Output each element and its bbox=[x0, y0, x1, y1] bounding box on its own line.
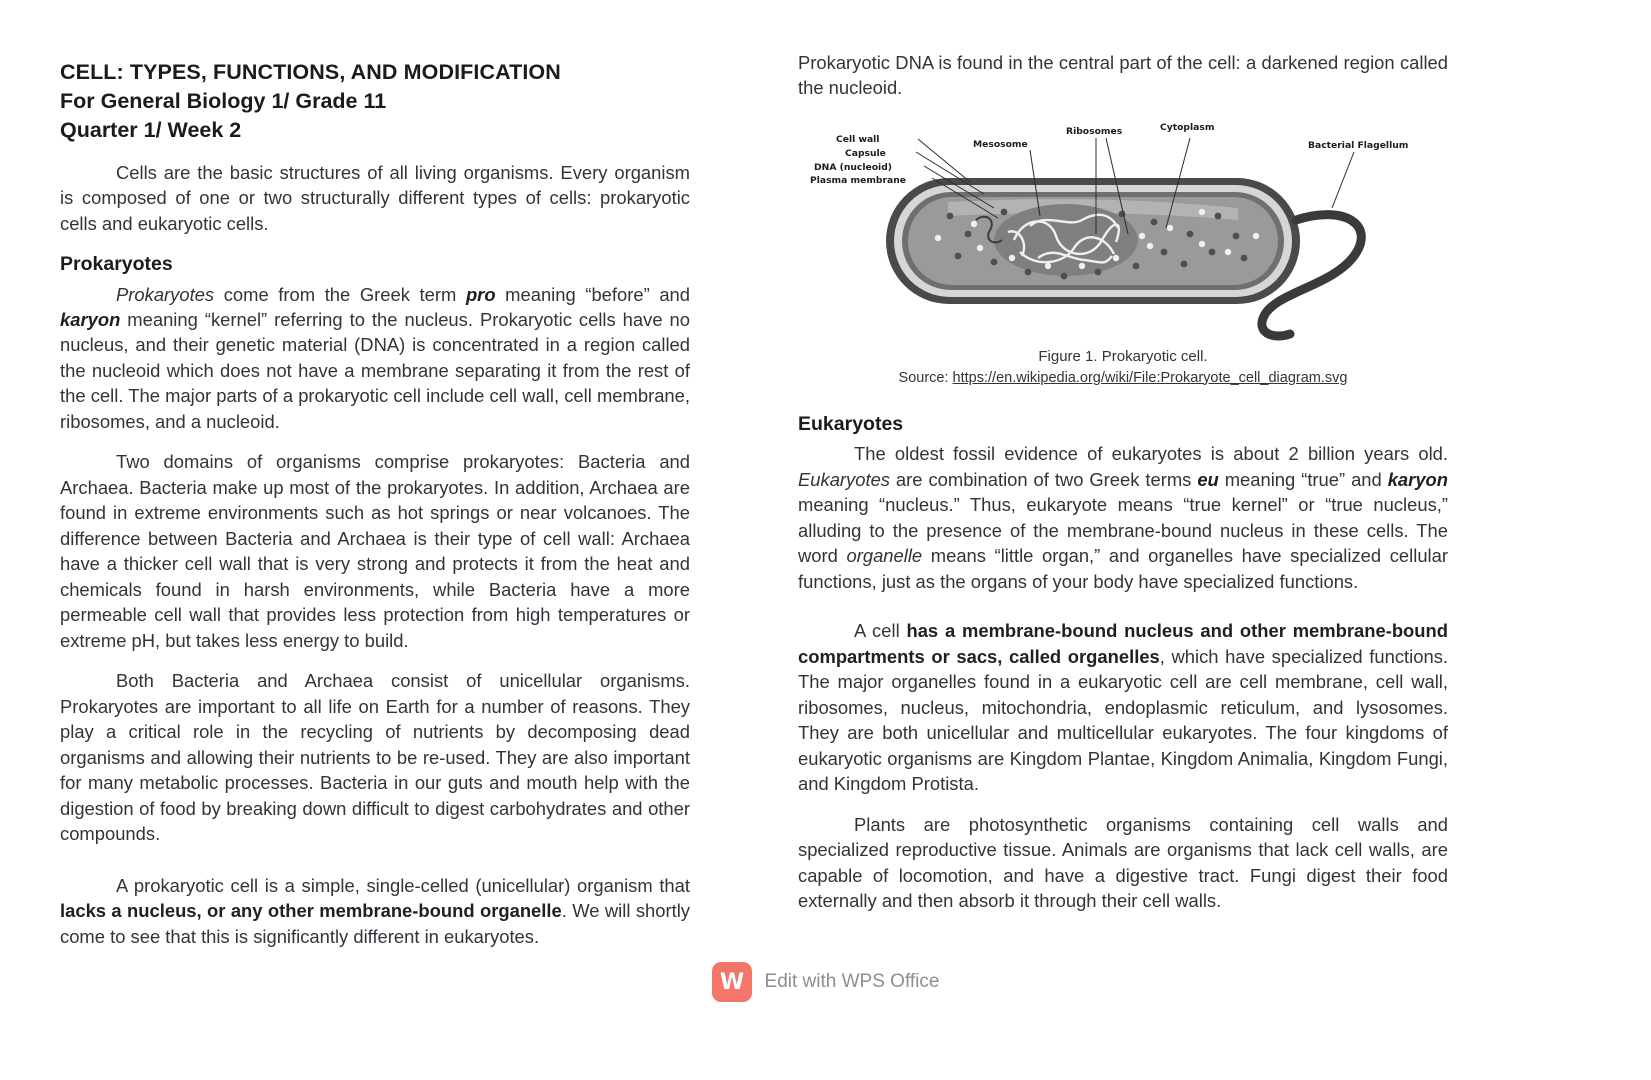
term-eukaryotes: Eukaryotes bbox=[798, 468, 890, 490]
run: meaning “before” and bbox=[495, 283, 690, 305]
wps-footer-label[interactable]: Edit with WPS Office bbox=[764, 971, 940, 992]
run: meaning “kernel” referring to the nucleus. Prokaryotic cells have no nucleus, and their genetic material (DNA) is concentrated in a region called the nucleoid which does not have a membrane separating it from the rest of the cell. The major parts of a prokaryotic cell include cell wall, cell membrane, ribosomes, and a nucleoid. bbox=[60, 308, 690, 432]
term-karyon: karyon bbox=[1387, 468, 1449, 490]
page-title bbox=[60, 58, 690, 146]
label-plasma-membrane: Plasma membrane bbox=[810, 174, 906, 186]
heading-prokaryotes: Prokaryotes bbox=[60, 253, 173, 276]
intro-paragraph: Cells are the basic structures of all living organisms. Every organism is composed of one or two structurally different types of cells: prokaryotic cells and eukaryotic cells. bbox=[60, 161, 690, 234]
label-cell-wall: Cell wall bbox=[836, 133, 880, 145]
eukaryotes-paragraph-1 bbox=[798, 441, 1448, 594]
prokaryotes-paragraph-3: Both Bacteria and Archaea consist of unicellular organisms. Prokaryotes are important to all life on Earth for a number of reasons. They play a critical role in the recycling of nutrients by decomposing dead organisms and allowing their nutrients to be re-used. They are also important for many metabolic processes. Bacteria in our guts and mouth help with the digestion of food by breaking down difficult to digest carbohydrates and other compounds. bbox=[60, 670, 690, 845]
document-title: CELL: TYPES, FUNCTIONS, AND MODIFICATION bbox=[60, 60, 561, 84]
eukaryotes-paragraph-2 bbox=[798, 618, 1448, 796]
left-column bbox=[60, 58, 690, 964]
run: are combination of two Greek terms bbox=[890, 468, 1198, 490]
heading-eukaryotes: Eukaryotes bbox=[798, 413, 904, 436]
term-eu: eu bbox=[1197, 468, 1219, 490]
label-mesosome: Mesosome bbox=[973, 138, 1028, 150]
emphasis-membrane-bound-nucleus: has a membrane-bound nucleus and other membrane-bound compartments or sacs, called organelles bbox=[798, 620, 1448, 667]
wps-logo-icon: W bbox=[712, 962, 752, 1002]
prokaryotic-cell-diagram-icon bbox=[798, 116, 1448, 344]
eukaryotes-paragraph-3: Plants are photosynthetic organisms containing cell walls and specialized reproductive tissue. Animals are organisms that lack cell walls, are capable of locomotion, and have a digestive tract. Fungi digest their food externally and then absorb it through their cell walls. bbox=[798, 813, 1448, 912]
wps-footer[interactable] bbox=[0, 962, 1651, 1002]
run: , which have specialized functions. The major organelles found in a eukaryotic cell are cell membrane, cell wall, ribosomes, nucleus, mitochondria, endoplasmic reticulum, and lysosomes. They are both unicellular and multicellular eukaryotes. The four kingdoms of eukaryotic organisms are Kingdom Plantae, Kingdom Animalia, Kingdom Fungi, and Kingdom Protista. bbox=[798, 645, 1448, 795]
term-organelle: organelle bbox=[846, 545, 923, 567]
label-bacterial-flagellum: Bacterial Flagellum bbox=[1308, 139, 1409, 151]
run: . We will shortly come to see that this is significantly different in eukaryotes. bbox=[60, 900, 690, 947]
run: The oldest fossil evidence of eukaryotes is about 2 billion years old. bbox=[854, 443, 1448, 465]
prokaryotes-paragraph-4 bbox=[60, 873, 690, 949]
label-dna-nucleoid: DNA (nucleoid) bbox=[814, 161, 892, 173]
term-karyon: karyon bbox=[60, 308, 121, 330]
run: A prokaryotic cell is a simple, single-celled (unicellular) organism that bbox=[116, 874, 690, 896]
right-column bbox=[798, 50, 1448, 918]
run: means “little organ,” and organelles have specialized cellular functions, just as the organs of your body have specialized functions. bbox=[798, 545, 1448, 592]
document-subtitle-line-1: For General Biology 1/ Grade 11 bbox=[60, 89, 387, 114]
prokaryotes-paragraph-2: Two domains of organisms comprise prokaryotes: Bacteria and Archaea. Bacteria make up most of the prokaryotes. In addition, Archaea are found in extreme environments such as hot springs or near volcanoes. The difference between Bacteria and Archaea is their type of cell wall: Archaea have a thicker cell wall that is very strong and protects it from the heat and chemicals found in harsh environments, while Bacteria have a more permeable cell wall that provides less protection from high temperatures or extreme pH, but takes less energy to build. bbox=[60, 451, 690, 651]
prokaryotic-cell-figure bbox=[798, 116, 1448, 344]
label-capsule: Capsule bbox=[845, 147, 886, 159]
run: A cell bbox=[854, 620, 907, 642]
run: meaning “nucleus.” Thus, eukaryote means “true kernel” or “true nucleus,” alluding to the presence of the membrane-bound nucleus in these cells. The word bbox=[798, 494, 1448, 567]
run: meaning “true” and bbox=[1218, 468, 1388, 490]
figure-source-label: Source: bbox=[898, 369, 953, 386]
term-prokaryotes: Prokaryotes bbox=[116, 283, 215, 305]
figure-source bbox=[798, 368, 1448, 388]
document-subtitle-line-2: Quarter 1/ Week 2 bbox=[60, 118, 242, 143]
prokaryotes-paragraph-1 bbox=[60, 282, 690, 435]
emphasis-lacks-nucleus: lacks a nucleus, or any other membrane-bound organelle bbox=[60, 900, 562, 922]
label-cytoplasm: Cytoplasm bbox=[1160, 121, 1215, 133]
dna-paragraph: Prokaryotic DNA is found in the central part of the cell: a darkened region called the nucleoid. bbox=[798, 52, 1448, 99]
run: come from the Greek term bbox=[214, 283, 466, 305]
figure-source-link[interactable]: https://en.wikipedia.org/wiki/File:Prokaryote_cell_diagram.svg bbox=[952, 369, 1348, 386]
figure-caption: Figure 1. Prokaryotic cell. bbox=[1038, 347, 1208, 365]
term-pro: pro bbox=[465, 283, 496, 305]
label-ribosomes: Ribosomes bbox=[1066, 125, 1123, 137]
